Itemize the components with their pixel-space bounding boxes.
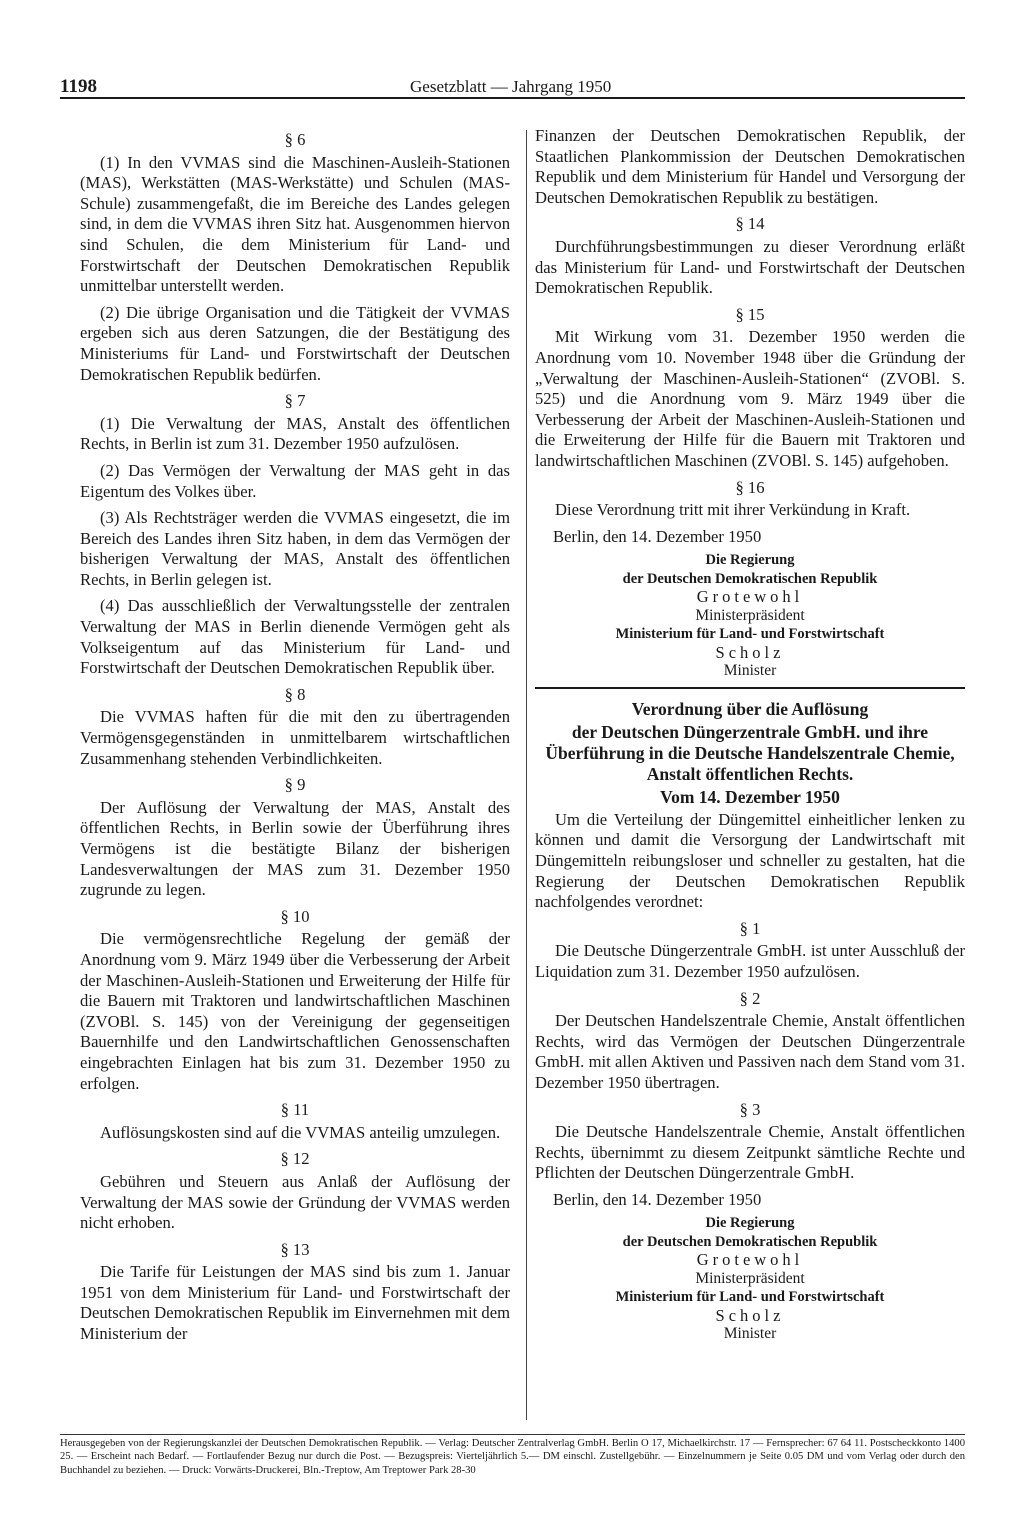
signatory-name: Scholz [715,1305,785,1325]
paragraph: (3) Als Rechtsträger werden die VVMAS eingesetzt, die im Bereich des Landes ihren Sitz haben, in dem das Vermögen der bisherigen Verwaltung der MAS, Anstalt des öffentlichen Rechts, in Berlin gelegen ist. [80,508,510,589]
paragraph: (4) Das ausschließlich der Verwaltungsstelle der zentralen Verwaltung der MAS in Berlin dienende Vermögen geht als Volkseigentum auf das Ministerium für Land- und Forstwirtschaft der Deutschen Demokratischen Republik über. [80,596,510,678]
section-heading: § 10 [280,906,310,926]
paragraph: Mit Wirkung vom 31. Dezember 1950 werden die Anordnung vom 10. November 1948 über die Gründung der „Verwaltung der Maschinen-Ausleih-Stationen“ (ZVOBl. S. 525) und die Anordnung vom 9. März 1949 über die Verbesserung der Arbeit der Maschinen-Ausleih-Stationen und die Erweiterung der Hilfe für die Bauern mit Traktoren und landwirtschaftlichen Maschinen (ZVOBl. S. 145) aufgehoben. [535,327,965,470]
paragraph: Durchführungsbestimmungen zu dieser Verordnung erläßt das Ministerium für Land- und Forstwirtschaft der Deutschen Demokratischen Republik. [535,236,965,298]
paragraph: Auflösungskosten sind auf die VVMAS anteilig umzulegen. [100,1122,501,1142]
signatory-role: Minister [723,662,777,680]
preamble: Um die Verteilung der Düngemittel einheitlicher lenken zu können und damit die Versorgung der Landwirtschaft mit Düngemitteln reibungsloser und schneller zu gestalten, hat die Regierung der Deutschen Demokratischen Republik nachfolgendes verordnet: [535,809,965,912]
paragraph: Die vermögensrechtliche Regelung der gemäß der Anordnung vom 9. März 1949 über die Verbesserung der Arbeit der Maschinen-Ausleih-Stationen und Erweiterung der Hilfe für die Bauern mit Traktoren und landwirtschaftlichen Maschinen (ZVOBl. S. 145) von der Vereinigung der gegenseitigen Bauernhilfe und den Landwirtschaftlichen Genossenschaften eingebrachten Einlagen hat bis zum 31. Dezember 1950 zu erfolgen. [80,929,510,1093]
section-heading: § 1 [739,918,761,938]
section-heading: § 6 [284,130,306,149]
imprint-footer: Herausgegeben von der Regierungskanzlei der Deutschen Demokratischen Republik. — Verlag: Deutscher Zentralverlag GmbH. Berlin O 17, Michaelkirchstr. 17 — Fernsprecher: 67 64 11. Postscheckkonto 1400 25. — Erscheint nach Bedarf. — Fortlaufender Bezug nur durch die Post. — Bezugspreis: Vierteljährlich 5.— DM einschl. Zustellgebühr. — Einzelnummern je Seite 0.05 DM und vom Verlag oder durch den Buchhandel zu beziehen. — Druck: Vorwärts-Druckerei, Bln.-Treptow, Am Treptower Park 28-30 [60,1438,965,1476]
paragraph: Die VVMAS haften für die mit den zu übertragenden Vermögensgegenständen in unmittelbarem wirtschaftlichen Zusammenhang stehenden Verbindlichkeiten. [80,707,510,768]
paragraph: Die Deutsche Handelszentrale Chemie, Anstalt öffentlichen Rechts, übernimmt zu diesem Zeitpunkt sämtliche Rechte und Pflichten der Deutschen Düngerzentrale GmbH. [535,1122,965,1183]
section-heading: § 12 [280,1149,310,1169]
section-heading: § 3 [739,1099,761,1119]
document-date: Vom 14. Dezember 1950 [660,786,840,807]
page-number: 1198 [60,76,97,97]
paragraph: Der Deutschen Handelszentrale Chemie, Anstalt öffentlichen Rechts, wird das Vermögen der Deutschen Düngerzentrale GmbH. mit allen Aktiven und Passiven nach dem Stand vom 31. Dezember 1950 übertragen. [535,1011,965,1092]
section-heading: § 16 [735,477,765,497]
paragraph: Der Auflösung der Verwaltung der MAS, Anstalt des öffentlichen Rechts, in Berlin sowie der Überführung ihres Vermögens ist die bestätigte Bilanz der bisherigen Landesverwaltungen der MAS zum 31. Dezember 1950 zugrunde zu legen. [80,797,510,900]
signatory-ministry: Ministerium für Land- und Forstwirtschaft [615,1289,885,1306]
signatory-ministry: Ministerium für Land- und Forstwirtschaft [615,626,885,643]
signature-block [535,551,965,681]
paragraph: Finanzen der Deutschen Demokratischen Republik, der Staatlichen Plankommission der Deutschen Demokratischen Republik und dem Ministerium für Handel und Versorgung der Deutschen Demokratischen Republik zu bestätigen. [535,126,965,207]
section-heading: § 14 [735,214,765,234]
paragraph: (2) Die übrige Organisation und die Tätigkeit der VVMAS ergeben sich aus deren Satzungen, die der Bestätigung des Ministeriums für Land- und Forstwirtschaft der Deutschen Demokratischen Republik bedürfen. [80,302,510,384]
paragraph: Die Deutsche Düngerzentrale GmbH. ist unter Ausschluß der Liquidation zum 31. Dezember 1950 aufzulösen. [535,941,965,981]
section-heading: § 11 [280,1100,310,1120]
document-title: Verordnung über die Auflösung [631,698,869,719]
section-heading: § 9 [284,775,306,795]
paragraph: (1) In den VVMAS sind die Maschinen-Ausleih-Stationen (MAS), Werkstätten (MAS-Werkstätte) und Schulen (MAS-Schule) zusammengefaßt, die im Bereiche des Landes gelegen sind, in dem die VVMAS ihren Sitz hat. Ausgenommen hiervon sind Schulen, die dem Ministerium für Land- und Forstwirtschaft der Deutschen Demokratischen Republik unmittelbar unterstellt werden. [80,152,510,296]
signatory-body: der Deutschen Demokratischen Republik [622,570,878,587]
paragraph: Die Tarife für Leistungen der MAS sind bis zum 1. Januar 1951 von dem Ministerium für Land- und Forstwirtschaft der Deutschen Demokratischen Republik im Einvernehmen mit dem Ministerium der [80,1262,510,1344]
section-heading: § 7 [284,391,306,411]
document-title: der Deutschen Düngerzentrale GmbH. und ihre Überführung in die Deutsche Handelszentrale Chemie, Anstalt öffentlichen Rechts. [545,721,955,784]
signatory-role: Ministerpräsident [695,1269,805,1287]
left-column [80,128,510,1351]
section-heading: § 8 [284,684,306,704]
footer-rule [60,1434,965,1435]
column-divider [526,130,527,1420]
signatory-role: Ministerpräsident [695,606,805,624]
signatory-name: Scholz [715,642,785,662]
section-heading: § 2 [739,988,761,1008]
section-heading: § 15 [735,304,765,324]
paragraph: Diese Verordnung tritt mit ihrer Verkündung in Kraft. [555,500,911,520]
section-heading: § 13 [280,1239,310,1259]
signature-date: Berlin, den 14. Dezember 1950 [553,1189,762,1209]
document-separator [535,687,965,689]
signatory-name: Grotewohl [696,587,804,607]
header-rule [60,97,965,99]
right-column [535,126,965,1344]
signature-block [535,1214,965,1344]
signatory-name: Grotewohl [696,1250,804,1270]
signatory-role: Minister [723,1325,777,1343]
signatory-body: Die Regierung [705,1215,795,1232]
signatory-body: Die Regierung [705,552,795,569]
paragraph: (1) Die Verwaltung der MAS, Anstalt des öffentlichen Rechts, in Berlin ist zum 31. Dezember 1950 aufzulösen. [80,413,510,454]
signature-date: Berlin, den 14. Dezember 1950 [553,526,762,546]
running-title: Gesetzblatt — Jahrgang 1950 [410,77,612,96]
signatory-body: der Deutschen Demokratischen Republik [622,1233,878,1250]
paragraph: (2) Das Vermögen der Verwaltung der MAS geht in das Eigentum des Volkes über. [80,460,510,501]
paragraph: Gebühren und Steuern aus Anlaß der Auflösung der Verwaltung der MAS sowie der Gründung der VVMAS werden nicht erhoben. [80,1171,510,1233]
